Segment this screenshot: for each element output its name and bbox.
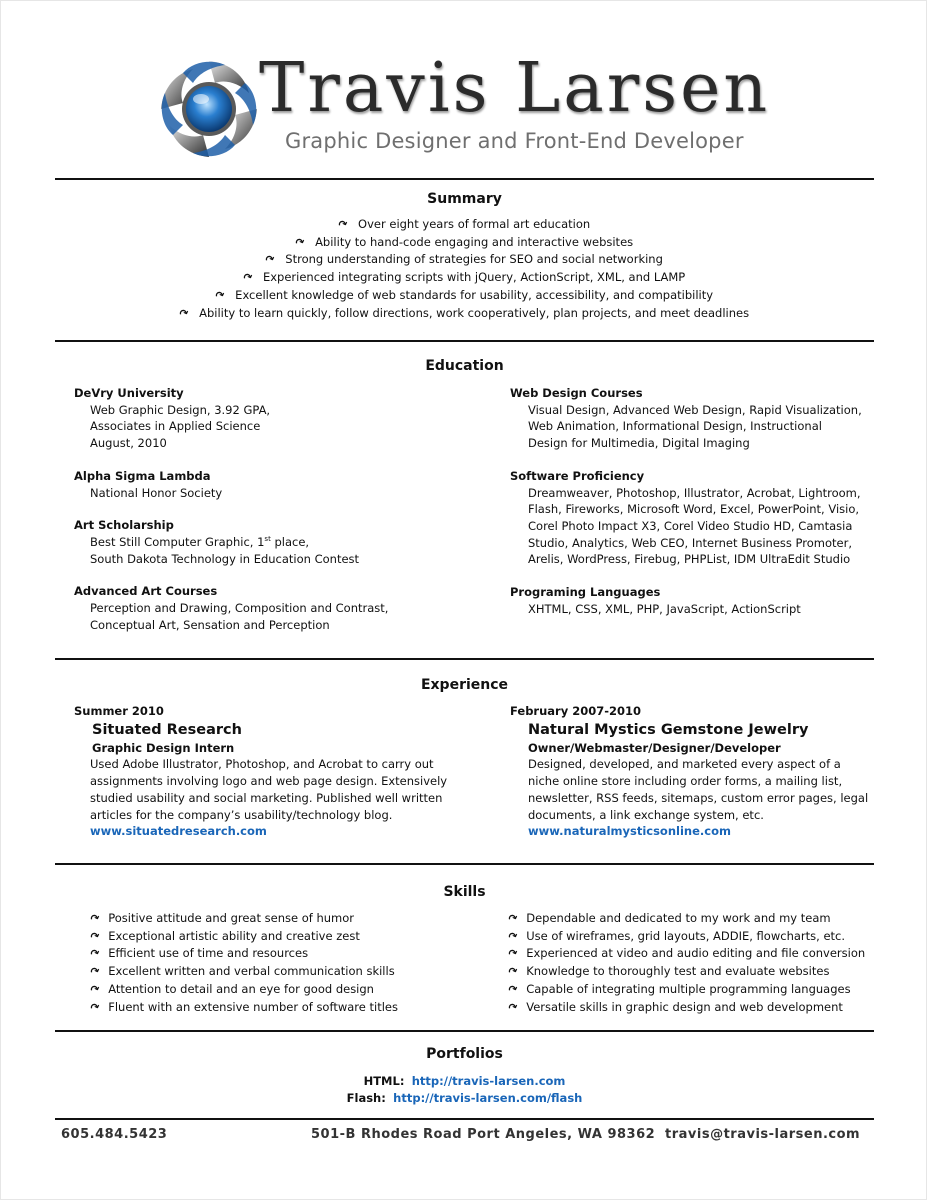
skill-item: ↷ Efficient use of time and resources	[91, 945, 491, 963]
portfolio-html-row	[55, 1073, 874, 1090]
education-scholarship	[74, 517, 474, 567]
skills-title: Skills	[443, 884, 486, 900]
education-devry	[74, 385, 474, 452]
skills-left-list	[88, 910, 491, 1016]
summary-list	[55, 216, 874, 322]
job-situated-research	[74, 703, 474, 840]
skill-item: ↷ Use of wireframes, grid layouts, ADDIE, flowcharts, etc.	[509, 928, 879, 946]
arrow-icon: ↷	[263, 252, 277, 268]
divider	[55, 340, 874, 342]
school-name: DeVry University	[74, 386, 184, 400]
detail-line: Arelis, WordPress, Firebug, PHPList, IDM UltraEdit Studio	[528, 552, 851, 567]
summary-item: ↷ Experienced integrating scripts with jQuery, ActionScript, XML, and LAMP	[55, 269, 874, 287]
arrow-icon: ↷	[88, 928, 102, 944]
arrow-icon: ↷	[241, 269, 255, 286]
portfolio-flash-link[interactable]: http://travis-larsen.com/flash	[393, 1091, 583, 1105]
detail-line: Best Still Computer Graphic, 1st place,	[90, 534, 310, 549]
skill-item: ↷ Dependable and dedicated to my work and my team	[509, 910, 879, 928]
education-languages	[510, 584, 880, 617]
education-alpha	[74, 468, 474, 501]
detail-line: Conceptual Art, Sensation and Perception	[90, 617, 330, 632]
honor-name: Alpha Sigma Lambda	[74, 468, 211, 483]
portfolios-title: Portfolios	[426, 1046, 503, 1062]
detail-line: Studio, Analytics, Web CEO, Internet Business Promoter,	[528, 535, 852, 550]
detail-line: Used Adobe Illustrator, Photoshop, and Acrobat to carry out	[90, 757, 434, 772]
detail-line: Designed, developed, and marketed every aspect of a	[528, 757, 841, 772]
arrow-icon: ↷	[88, 946, 102, 962]
education-title: Education	[425, 358, 504, 374]
footer-address: 501-B Rhodes Road Port Angeles, WA 98362	[311, 1127, 656, 1142]
course-group-name: Web Design Courses	[510, 386, 643, 400]
arrow-icon: ↷	[336, 216, 350, 233]
detail-line: National Honor Society	[90, 485, 223, 500]
skill-item: ↷ Versatile skills in graphic design and web development	[509, 999, 879, 1017]
job-company: Natural Mystics Gemstone Jewelry	[528, 721, 809, 738]
software-title: Software Proficiency	[510, 468, 645, 483]
summary-item: ↷ Ability to learn quickly, follow directions, work cooperatively, plan projects, and meet deadlines	[55, 305, 874, 323]
arrow-icon: ↷	[293, 234, 307, 250]
summary-item: ↷ Over eight years of formal art education	[55, 216, 874, 234]
detail-line: Perception and Drawing, Composition and Contrast,	[90, 601, 389, 616]
skills-right-list	[506, 910, 879, 1016]
job-website-link[interactable]: www.situatedresearch.com	[90, 824, 267, 839]
portfolio-html-link[interactable]: http://travis-larsen.com	[411, 1074, 566, 1088]
arrow-icon: ↷	[506, 963, 520, 980]
education-web-courses	[510, 385, 880, 452]
detail-line: Flash, Fireworks, Microsoft Word, Excel, PowerPoint, Visio,	[528, 502, 860, 517]
education-software	[510, 468, 880, 568]
arrow-icon: ↷	[213, 287, 227, 304]
detail-line: Web Animation, Informational Design, Instructional	[528, 419, 822, 434]
portfolio-html-label: HTML:	[363, 1074, 405, 1088]
summary-item: ↷ Excellent knowledge of web standards for usability, accessibility, and compatibility	[55, 287, 874, 305]
skill-item: ↷ Experienced at video and audio editing and file conversion	[509, 945, 879, 963]
detail-line: Corel Photo Impact X3, Corel Video Studio HD, Camtasia	[528, 518, 853, 533]
job-date: Summer 2010	[74, 704, 164, 718]
summary-item: ↷ Strong understanding of strategies for SEO and social networking	[55, 251, 874, 269]
detail-line: South Dakota Technology in Education Contest	[90, 551, 360, 566]
arrow-icon: ↷	[88, 963, 102, 980]
arrow-icon: ↷	[177, 305, 191, 321]
detail-line: Design for Multimedia, Digital Imaging	[528, 436, 750, 451]
job-role: Graphic Design Intern	[92, 740, 235, 755]
skill-item: ↷ Capable of integrating multiple programming languages	[509, 981, 879, 999]
summary-item: ↷ Ability to hand-code engaging and interactive websites	[55, 234, 874, 252]
detail-line: Visual Design, Advanced Web Design, Rapid Visualization,	[528, 402, 862, 417]
detail-line: XHTML, CSS, XML, PHP, JavaScript, ActionScript	[528, 601, 801, 616]
skill-item: ↷ Attention to detail and an eye for good design	[91, 981, 491, 999]
detail-line: August, 2010	[90, 436, 167, 451]
education-right-column	[510, 385, 880, 633]
arrow-icon: ↷	[88, 981, 102, 998]
divider	[55, 1030, 874, 1032]
footer-phone: 605.484.5423	[61, 1127, 168, 1142]
divider	[55, 863, 874, 865]
detail-line: documents, a link exchange system, etc.	[528, 807, 764, 822]
summary-title: Summary	[427, 191, 502, 207]
arrow-icon: ↷	[506, 910, 520, 927]
arrow-icon: ↷	[506, 928, 520, 944]
job-role: Owner/Webmaster/Designer/Developer	[528, 740, 781, 755]
course-group-name: Advanced Art Courses	[74, 584, 218, 599]
education-left-column	[74, 385, 474, 649]
award-name: Art Scholarship	[74, 518, 174, 533]
skill-item: ↷ Fluent with an extensive number of software titles	[91, 999, 491, 1017]
job-company: Situated Research	[92, 721, 242, 738]
detail-line: assignments involving logo and web page design. Extensively	[90, 774, 448, 789]
job-date: February 2007-2010	[510, 704, 641, 718]
job-natural-mystics	[510, 703, 880, 840]
detail-line: studied usability and social marketing. Published well written	[90, 790, 443, 805]
detail-line: Associates in Applied Science	[90, 419, 261, 434]
applicant-name: Travis Larsen	[259, 49, 771, 128]
detail-line: articles for the company’s usability/technology blog.	[90, 807, 393, 822]
skill-item: ↷ Knowledge to thoroughly test and evaluate websites	[509, 963, 879, 981]
portfolio-flash-row	[55, 1090, 874, 1107]
arrow-icon: ↷	[88, 910, 102, 927]
education-art-courses	[74, 583, 474, 633]
arrow-icon: ↷	[506, 946, 520, 962]
languages-title: Programing Languages	[510, 585, 661, 600]
divider	[55, 178, 874, 180]
skill-item: ↷ Exceptional artistic ability and creative zest	[91, 928, 491, 946]
footer-email[interactable]: travis@travis-larsen.com	[665, 1127, 861, 1142]
skill-item: ↷ Excellent written and verbal communication skills	[91, 963, 491, 981]
portfolio-flash-label: Flash:	[346, 1091, 386, 1105]
detail-line: newsletter, RSS feeds, sitemaps, custom error pages, legal	[528, 790, 869, 805]
divider	[55, 658, 874, 660]
detail-line: Dreamweaver, Photoshop, Illustrator, Acrobat, Lightroom,	[528, 485, 861, 500]
arrow-icon: ↷	[88, 999, 102, 1015]
detail-line: Web Graphic Design, 3.92 GPA,	[90, 402, 271, 417]
skill-item: ↷ Positive attitude and great sense of humor	[91, 910, 491, 928]
arrow-icon: ↷	[506, 999, 520, 1015]
arrow-icon: ↷	[506, 981, 520, 998]
divider	[55, 1118, 874, 1120]
applicant-tagline: Graphic Designer and Front-End Developer	[285, 129, 744, 153]
job-website-link[interactable]: www.naturalmysticsonline.com	[528, 824, 731, 839]
detail-line: niche online store including order forms, a mailing list,	[528, 774, 843, 789]
swirl-logo-icon	[153, 53, 265, 165]
experience-title: Experience	[420, 677, 509, 693]
